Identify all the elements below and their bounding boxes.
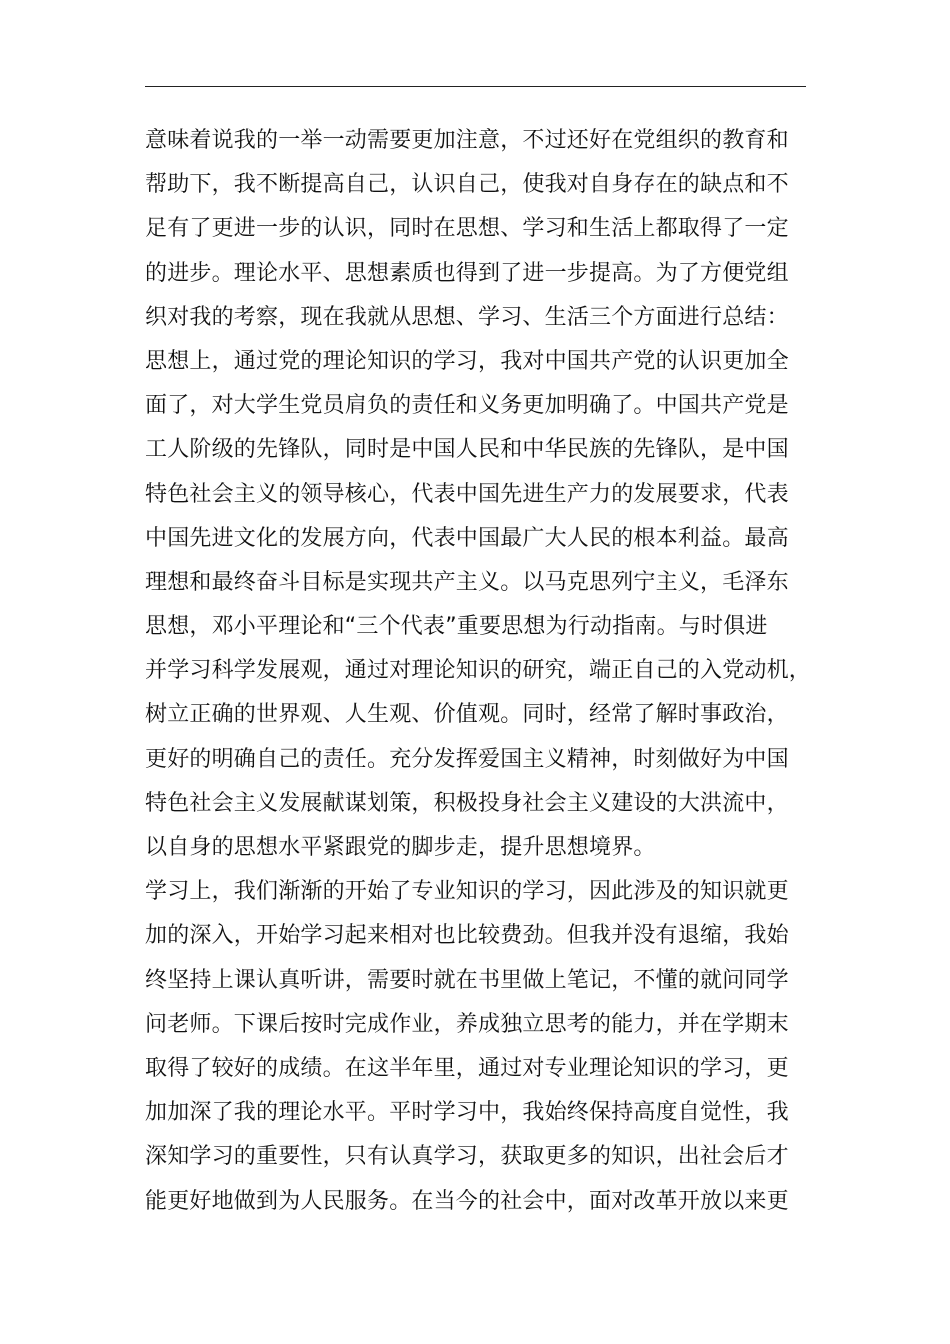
text-line: 中国先进文化的发展方向，代表中国最广大人民的根本利益。最高 <box>145 525 789 551</box>
text-line: 问老师。下课后按时完成作业，养成独立思考的能力，并在学期末 <box>145 1011 789 1037</box>
text-line: 取得了较好的成绩。在这半年里，通过对专业理论知识的学习，更 <box>145 1055 789 1081</box>
text-line: 树立正确的世界观、人生观、价值观。同时，经常了解时事政治， <box>145 702 789 728</box>
text-line: 面了，对大学生党员肩负的责任和义务更加明确了。中国共产党是 <box>145 393 789 419</box>
text-line: 加加深了我的理论水平。平时学习中，我始终保持高度自觉性，我 <box>145 1100 789 1126</box>
text-line: 加的深入，开始学习起来相对也比较费劲。但我并没有退缩，我始 <box>145 923 789 949</box>
text-line: 足有了更进一步的认识，同时在思想、学习和生活上都取得了一定 <box>145 216 789 242</box>
text-line: 以自身的思想水平紧跟党的脚步走，提升思想境界。 <box>145 835 656 860</box>
text-line: 深知学习的重要性，只有认真学习，获取更多的知识，出社会后才 <box>145 1144 789 1170</box>
header-rule <box>145 86 806 87</box>
text-line: 终坚持上课认真听讲，需要时就在书里做上笔记，不懂的就问同学 <box>145 967 789 993</box>
text-line: 帮助下，我不断提高自己，认识自己，使我对自身存在的缺点和不 <box>145 172 789 198</box>
text-line: 思想上，通过党的理论知识的学习，我对中国共产党的认识更加全 <box>145 348 789 374</box>
text-line: 理想和最终奋斗目标是实现共产主义。以马克思列宁主义，毛泽东 <box>145 569 789 595</box>
text-line: 织对我的考察，现在我就从思想、学习、生活三个方面进行总结： <box>145 304 789 330</box>
text-line: 学习上，我们渐渐的开始了专业知识的学习，因此涉及的知识就更 <box>145 879 789 905</box>
document-body <box>145 119 825 1224</box>
text-line: 工人阶级的先锋队，同时是中国人民和中华民族的先锋队，是中国 <box>145 437 789 463</box>
text-line: 意味着说我的一举一动需要更加注意，不过还好在党组织的教育和 <box>145 128 789 153</box>
text-line: 并学习科学发展观，通过对理论知识的研究，端正自己的入党动机， <box>145 658 812 684</box>
text-line: 思想，邓小平理论和“三个代表”重要思想为行动指南。与时俱进 <box>145 614 768 640</box>
text-line: 能更好地做到为人民服务。在当今的社会中，面对改革开放以来更 <box>145 1188 789 1214</box>
text-line: 更好的明确自己的责任。充分发挥爱国主义精神，时刻做好为中国 <box>145 746 789 772</box>
text-line: 特色社会主义的领导核心，代表中国先进生产力的发展要求，代表 <box>145 481 789 507</box>
text-line: 特色社会主义发展献谋划策，积极投身社会主义建设的大洪流中， <box>145 790 789 816</box>
text-line: 的进步。理论水平、思想素质也得到了进一步提高。为了方便党组 <box>145 260 789 286</box>
